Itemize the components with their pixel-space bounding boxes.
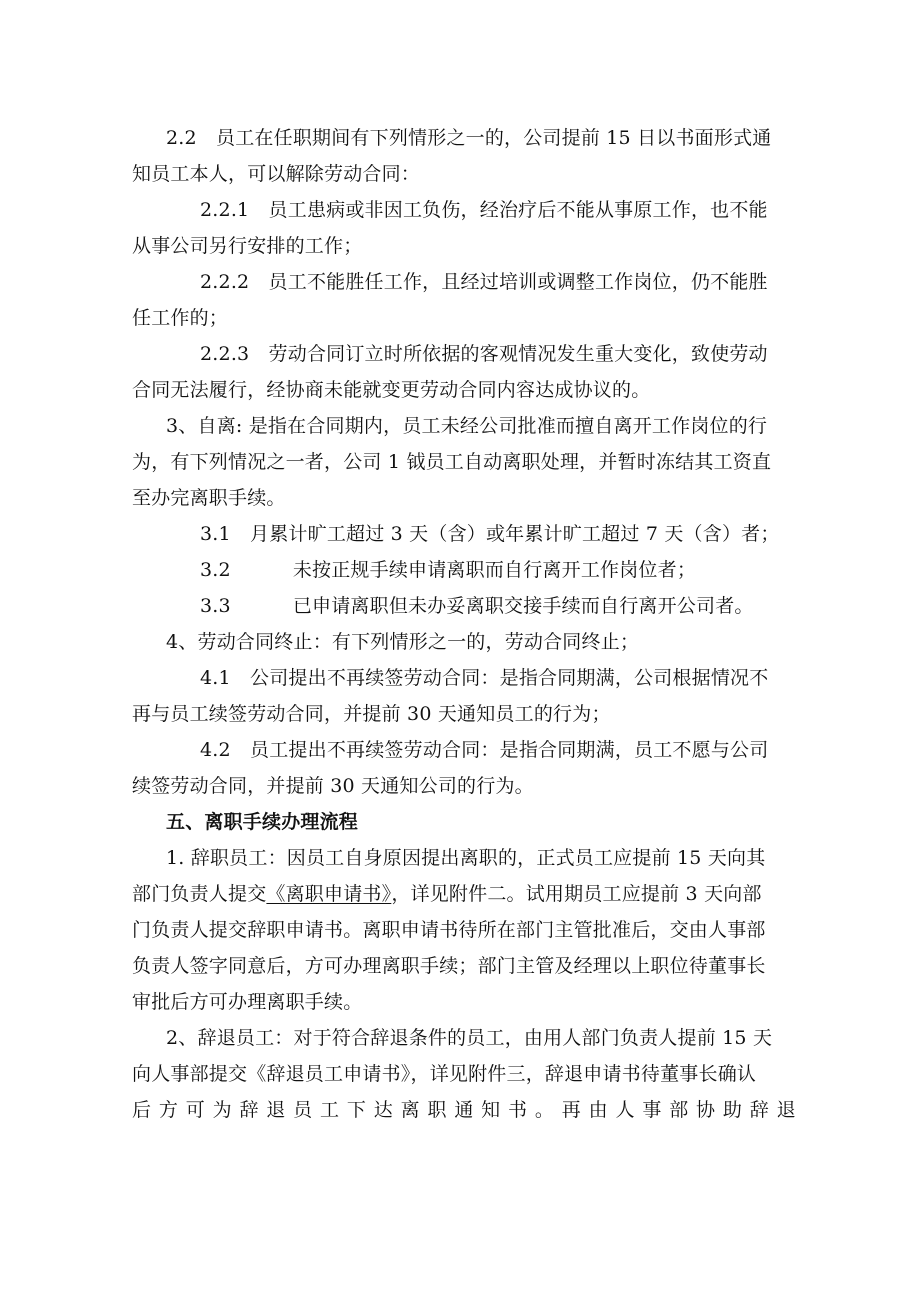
dismissal-char: 协 bbox=[696, 1099, 716, 1121]
dismissal-char: 通 bbox=[454, 1099, 474, 1121]
paragraph-2-2-1-line-2: 从事公司另行安排的工作； bbox=[132, 235, 363, 257]
paragraph-3-line-1: 3、自离: 是指在合同期内，员工未经公司批准而擅自离开工作岗位的行 bbox=[166, 415, 768, 437]
dismissal-char: 事 bbox=[642, 1099, 662, 1121]
resignation-line-2-before: 部门负责人提交 bbox=[132, 883, 267, 905]
paragraph-3-line-3: 至办完离职手续。 bbox=[132, 487, 286, 509]
resignation-form-link: 《离职申请书》 bbox=[266, 883, 392, 905]
dismissal-char: 知 bbox=[481, 1099, 501, 1121]
dismissal-char: 退 bbox=[266, 1099, 286, 1121]
dismissal-char: 助 bbox=[722, 1099, 743, 1121]
dismissal-char: 工 bbox=[320, 1099, 340, 1121]
dismissal-line-1: 2、辞退员工：对于符合辞退条件的员工，由用人部门负责人提前 15 天 bbox=[166, 1027, 773, 1049]
dismissal-char: 可 bbox=[185, 1099, 205, 1121]
paragraph-2-2-2-line-2: 任工作的； bbox=[132, 307, 229, 329]
dismissal-char: 退 bbox=[776, 1099, 796, 1121]
paragraph-2-2-line-1: 2.2 员工在任职期间有下列情形之一的，公司提前 15 日以书面形式通 bbox=[166, 127, 772, 149]
resignation-line-2-after: ，详见附件二。试用期员工应提前 3 天向部 bbox=[391, 883, 762, 905]
paragraph-3-1: 3.1 月累计旷工超过 3 天（含）或年累计旷工超过 7 天（含）者； bbox=[200, 523, 780, 545]
dismissal-char: 辞 bbox=[239, 1099, 259, 1121]
paragraph-2-2-line-2: 知员工本人，可以解除劳动合同： bbox=[132, 163, 421, 185]
dismissal-char: 书 bbox=[508, 1099, 528, 1121]
dismissal-char: 由 bbox=[588, 1099, 608, 1121]
dismissal-char: 职 bbox=[427, 1099, 447, 1121]
paragraph-2-2-3-line-1: 2.2.3 劳动合同订立时所依据的客观情况发生重大变化，致使劳动 bbox=[200, 343, 768, 365]
paragraph-3-2-number: 3.2 bbox=[200, 559, 231, 581]
paragraph-2-2-3-line-2: 合同无法履行，经协商未能就变更劳动合同内容达成协议的。 bbox=[132, 379, 651, 401]
resignation-line-3: 门负责人提交辞职申请书。离职申请书待所在部门主管批准后，交由人事部 bbox=[132, 919, 766, 941]
dismissal-char: 辞 bbox=[749, 1099, 769, 1121]
paragraph-3-2 bbox=[200, 558, 696, 582]
dismissal-char: 下 bbox=[346, 1099, 367, 1121]
paragraph-2-2-2-line-1: 2.2.2 员工不能胜任工作，且经过培训或调整工作岗位，仍不能胜 bbox=[200, 271, 768, 293]
dismissal-char: 后 bbox=[132, 1099, 152, 1121]
paragraph-3-2-text: 未按正规手续申请离职而自行离开工作岗位者； bbox=[292, 559, 697, 581]
paragraph-4-1-line-1: 4.1 公司提出不再续签劳动合同：是指合同期满，公司根据情况不 bbox=[200, 667, 769, 689]
paragraph-4-1-line-2: 再与员工续签劳动合同，并提前 30 天通知员工的行为； bbox=[132, 703, 611, 725]
resignation-line-1: 1. 辞职员工：因员工自身原因提出离职的，正式员工应提前 15 天向其 bbox=[166, 847, 766, 869]
paragraph-4-2-line-2: 续签劳动合同，并提前 30 天通知公司的行为。 bbox=[132, 775, 534, 797]
paragraph-4: 4、劳动合同终止：有下列情形之一的，劳动合同终止； bbox=[166, 631, 640, 653]
dismissal-char: 部 bbox=[669, 1099, 689, 1121]
resignation-line-4: 负责人签字同意后，方可办理离职手续；部门主管及经理以上职位待董事长 bbox=[132, 955, 766, 977]
paragraph-3-3-number: 3.3 bbox=[200, 595, 231, 617]
dismissal-line-3 bbox=[132, 1098, 796, 1122]
resignation-line-2 bbox=[132, 882, 762, 906]
paragraph-4-2-line-1: 4.2 员工提出不再续签劳动合同：是指合同期满，员工不愿与公司 bbox=[200, 739, 769, 761]
paragraph-3-3-text: 已申请离职但未办妥离职交接手续而自行离开公司者。 bbox=[292, 595, 754, 617]
dismissal-char: 方 bbox=[158, 1099, 179, 1121]
dismissal-char: 人 bbox=[615, 1099, 635, 1121]
dismissal-char: 达 bbox=[373, 1099, 393, 1121]
dismissal-char: 为 bbox=[212, 1099, 232, 1121]
dismissal-char: 员 bbox=[293, 1099, 313, 1121]
dismissal-char: 再 bbox=[561, 1099, 581, 1121]
paragraph-3-line-2: 为，有下列情况之一者，公司 1 钺员工自动离职处理，并暂时冻结其工资直 bbox=[132, 451, 772, 473]
dismissal-line-2: 向人事部提交《辞退员工申请书》，详见附件三，辞退申请书待董事长确认 bbox=[132, 1063, 757, 1085]
dismissal-char: 。 bbox=[534, 1099, 555, 1121]
paragraph-2-2-1-line-1: 2.2.1 员工患病或非因工负伤，经治疗后不能从事原工作，也不能 bbox=[200, 199, 768, 221]
section-5-heading: 五、离职手续办理流程 bbox=[166, 811, 359, 833]
resignation-line-5: 审批后方可办理离职手续。 bbox=[132, 991, 363, 1013]
dismissal-char: 离 bbox=[400, 1099, 420, 1121]
paragraph-3-3 bbox=[200, 594, 754, 618]
